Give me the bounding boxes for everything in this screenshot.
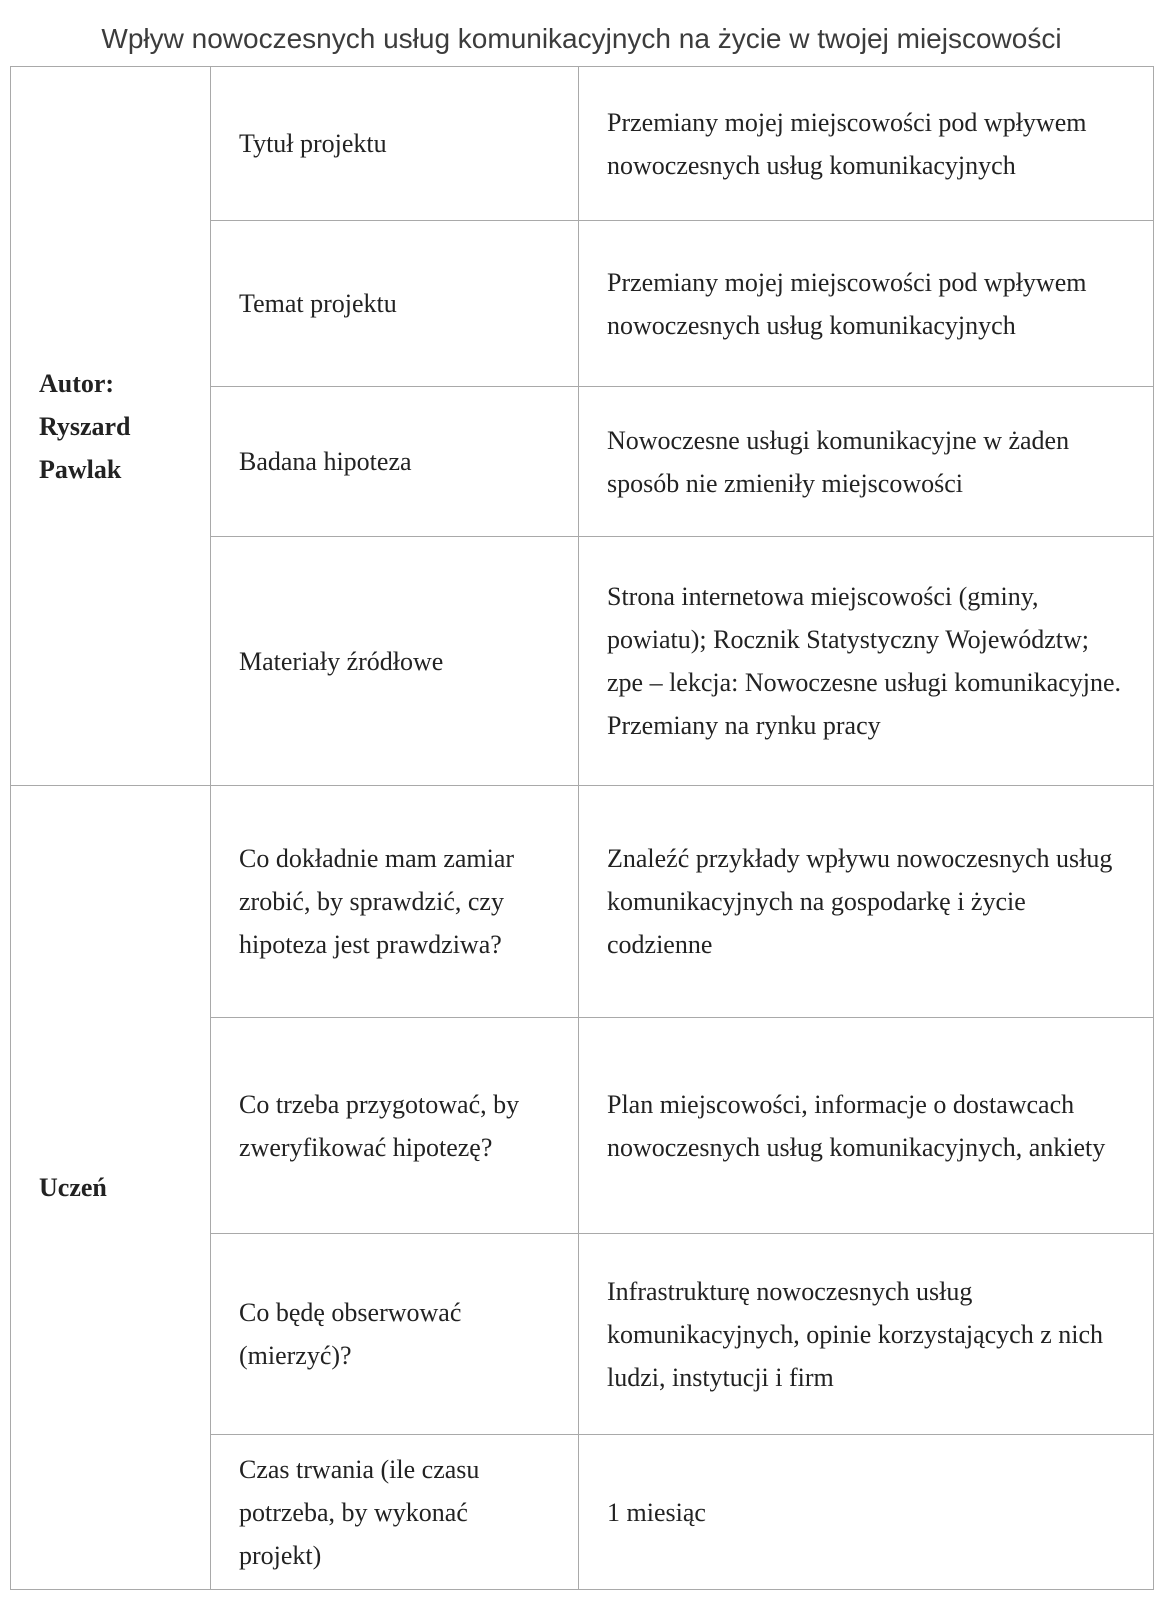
row-label-cell: Co dokładnie mam zamiar zrobić, by sprawdzić, czy hipoteza jest prawdziwa?	[211, 786, 579, 1018]
row-content-cell: Przemiany mojej miejscowości pod wpływem nowoczesnych usług komunikacyjnych	[579, 221, 1154, 387]
row-content-cell: Nowoczesne usługi komunikacyjne w żaden sposób nie zmieniły miejscowości	[579, 387, 1154, 537]
row-label-cell: Co trzeba przygotować, by zweryfikować hipotezę?	[211, 1018, 579, 1234]
row-label-cell: Czas trwania (ile czasu potrzeba, by wykonać projekt)	[211, 1435, 579, 1590]
row-content-cell: Strona internetowa miejscowości (gminy, powiatu); Rocznik Statystyczny Województw; zpe – lekcja: Nowoczesne usługi komunikacyjne. Przemiany na rynku pracy	[579, 537, 1154, 786]
table-title: Wpływ nowoczesnych usług komunikacyjnych na życie w twojej miejscowości	[101, 23, 1062, 54]
row-content-cell: Przemiany mojej miejscowości pod wpływem nowoczesnych usług komunikacyjnych	[579, 67, 1154, 221]
row-content-cell: Infrastrukturę nowoczesnych usług komunikacyjnych, opinie korzystających z nich ludzi, instytucji i firm	[579, 1234, 1154, 1435]
table-row	[11, 67, 1154, 221]
row-label-cell: Tytuł projektu	[211, 67, 579, 221]
section-header-autor: Autor: Ryszard Pawlak	[11, 67, 211, 786]
row-label-cell: Co będę obserwować (mierzyć)?	[211, 1234, 579, 1435]
row-label-cell: Badana hipoteza	[211, 387, 579, 537]
row-label-cell: Materiały źródłowe	[211, 537, 579, 786]
row-content-cell: Znaleźć przykłady wpływu nowoczesnych usług komunikacyjnych na gospodarkę i życie codzienne	[579, 786, 1154, 1018]
row-label-cell: Temat projektu	[211, 221, 579, 387]
section-header-uczen: Uczeń	[11, 786, 211, 1590]
row-content-cell: Plan miejscowości, informacje o dostawcach nowoczesnych usług komunikacyjnych, ankiety	[579, 1018, 1154, 1234]
row-content-cell: 1 miesiąc	[579, 1435, 1154, 1590]
project-description-table	[10, 66, 1154, 1590]
table-row	[11, 786, 1154, 1018]
